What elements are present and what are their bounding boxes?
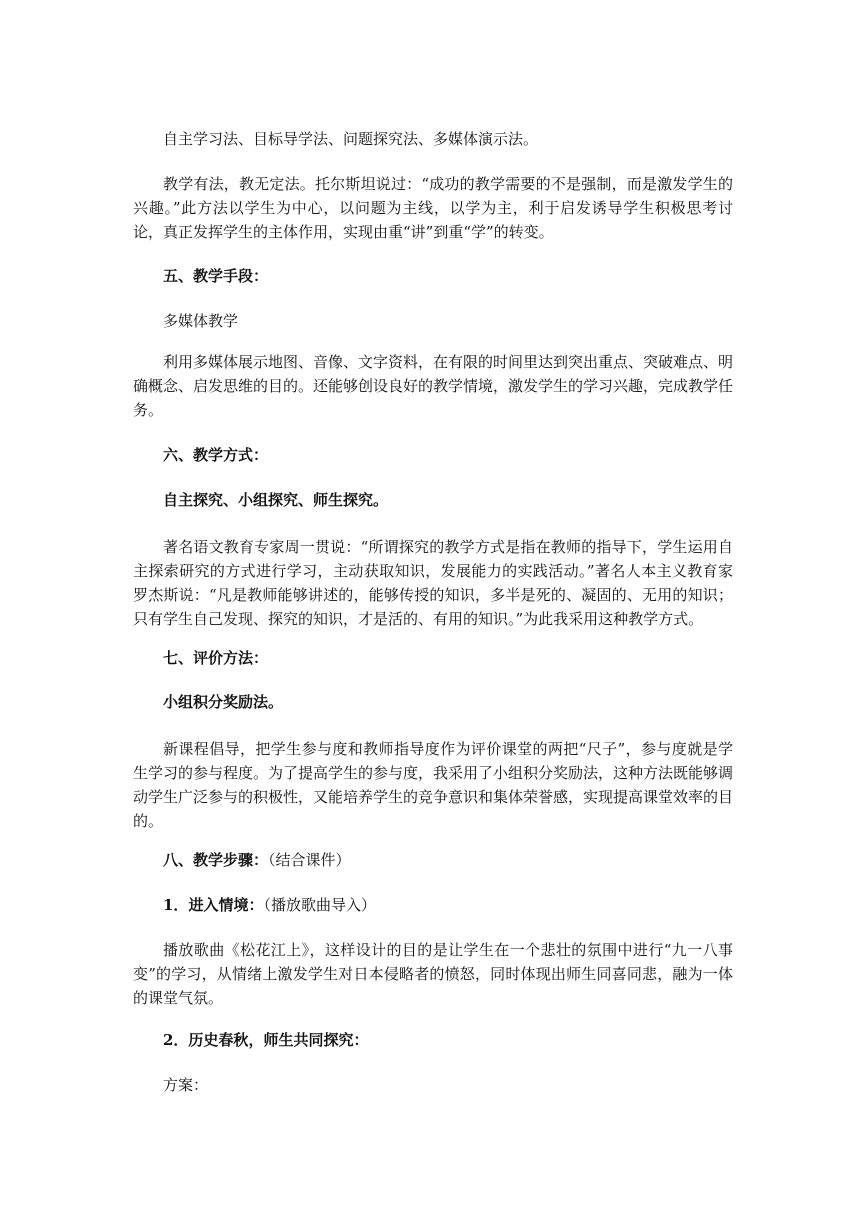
section-8-title: 八、教学步骤： xyxy=(163,851,269,869)
step-2-heading: 2．历史春秋，师生共同探究： xyxy=(163,1031,369,1049)
plan-label: 方案： xyxy=(163,1076,209,1094)
step-1-number: 1． xyxy=(163,896,189,914)
section-6-heading: 六、教学方式： xyxy=(163,446,269,464)
evaluation-paragraph: 新课程倡导，把学生参与度和教师指导度作为评价课堂的两把“尺子”，参与度就是学生学习的参与程度。为了提高学生的参与度，我采用了小组积分奖励法，这种方法既能够调动学生广泛参与的积极性，又能培养学生的竞争意识和集体荣誉感，实现提高课堂效率的目的。 xyxy=(133,740,734,830)
multimedia-paragraph: 利用多媒体展示地图、音像、文字资料，在有限的时间里达到突出重点、突破难点、明确概念、启发思维的目的。还能够创设良好的教学情境，激发学生的学习兴趣，完成教学任务。 xyxy=(133,353,734,419)
step-1-title: 进入情境： xyxy=(188,896,264,914)
step-1-note: （播放歌曲导入） xyxy=(263,896,376,914)
step-1-paragraph: 播放歌曲《松花江上》，这样设计的目的是让学生在一个悲壮的氛围中进行“九一八事变”的学习，从情绪上激发学生对日本侵略者的愤怒，同时体现出师生同喜同悲，融为一体的课堂气氛。 xyxy=(133,941,733,1007)
section-8-heading xyxy=(133,848,733,872)
section-7-heading: 七、评价方法： xyxy=(163,649,269,667)
section-5-heading: 五、教学手段： xyxy=(163,267,269,285)
multimedia-label: 多媒体教学 xyxy=(163,312,239,330)
inquiry-methods-line: 自主探究、小组探究、师生探究。 xyxy=(163,491,389,509)
methods-paragraph: 自主学习法、目标导学法、问题探究法、多媒体演示法。 xyxy=(163,130,539,148)
method-rationale-paragraph: 教学有法，教无定法。托尔斯坦说过：“成功的教学需要的不是强制，而是激发学生的兴趣。”此方法以学生为中心，以问题为主线，以学为主，利于启发诱导学生积极思考讨论，真正发挥学生的主体作用，实现由重“讲”到重“学”的转变。 xyxy=(133,175,733,241)
group-points-line: 小组积分奖励法。 xyxy=(163,693,284,711)
step-1-heading xyxy=(133,893,733,917)
section-8-note: （结合课件） xyxy=(268,851,351,869)
inquiry-quote-paragraph: 著名语文教育专家周一贯说：“所谓探究的教学方式是指在教师的指导下，学生运用自主探索研究的方式进行学习，主动获取知识，发展能力的实践活动。”著名人本主义教育家罗杰斯说：“凡是教师能够讲述的，能够传授的知识，多半是死的、凝固的、无用的知识；只有学生自己发现、探究的知识，才是活的、有用的知识。”为此我采用这种教学方式。 xyxy=(133,538,733,628)
